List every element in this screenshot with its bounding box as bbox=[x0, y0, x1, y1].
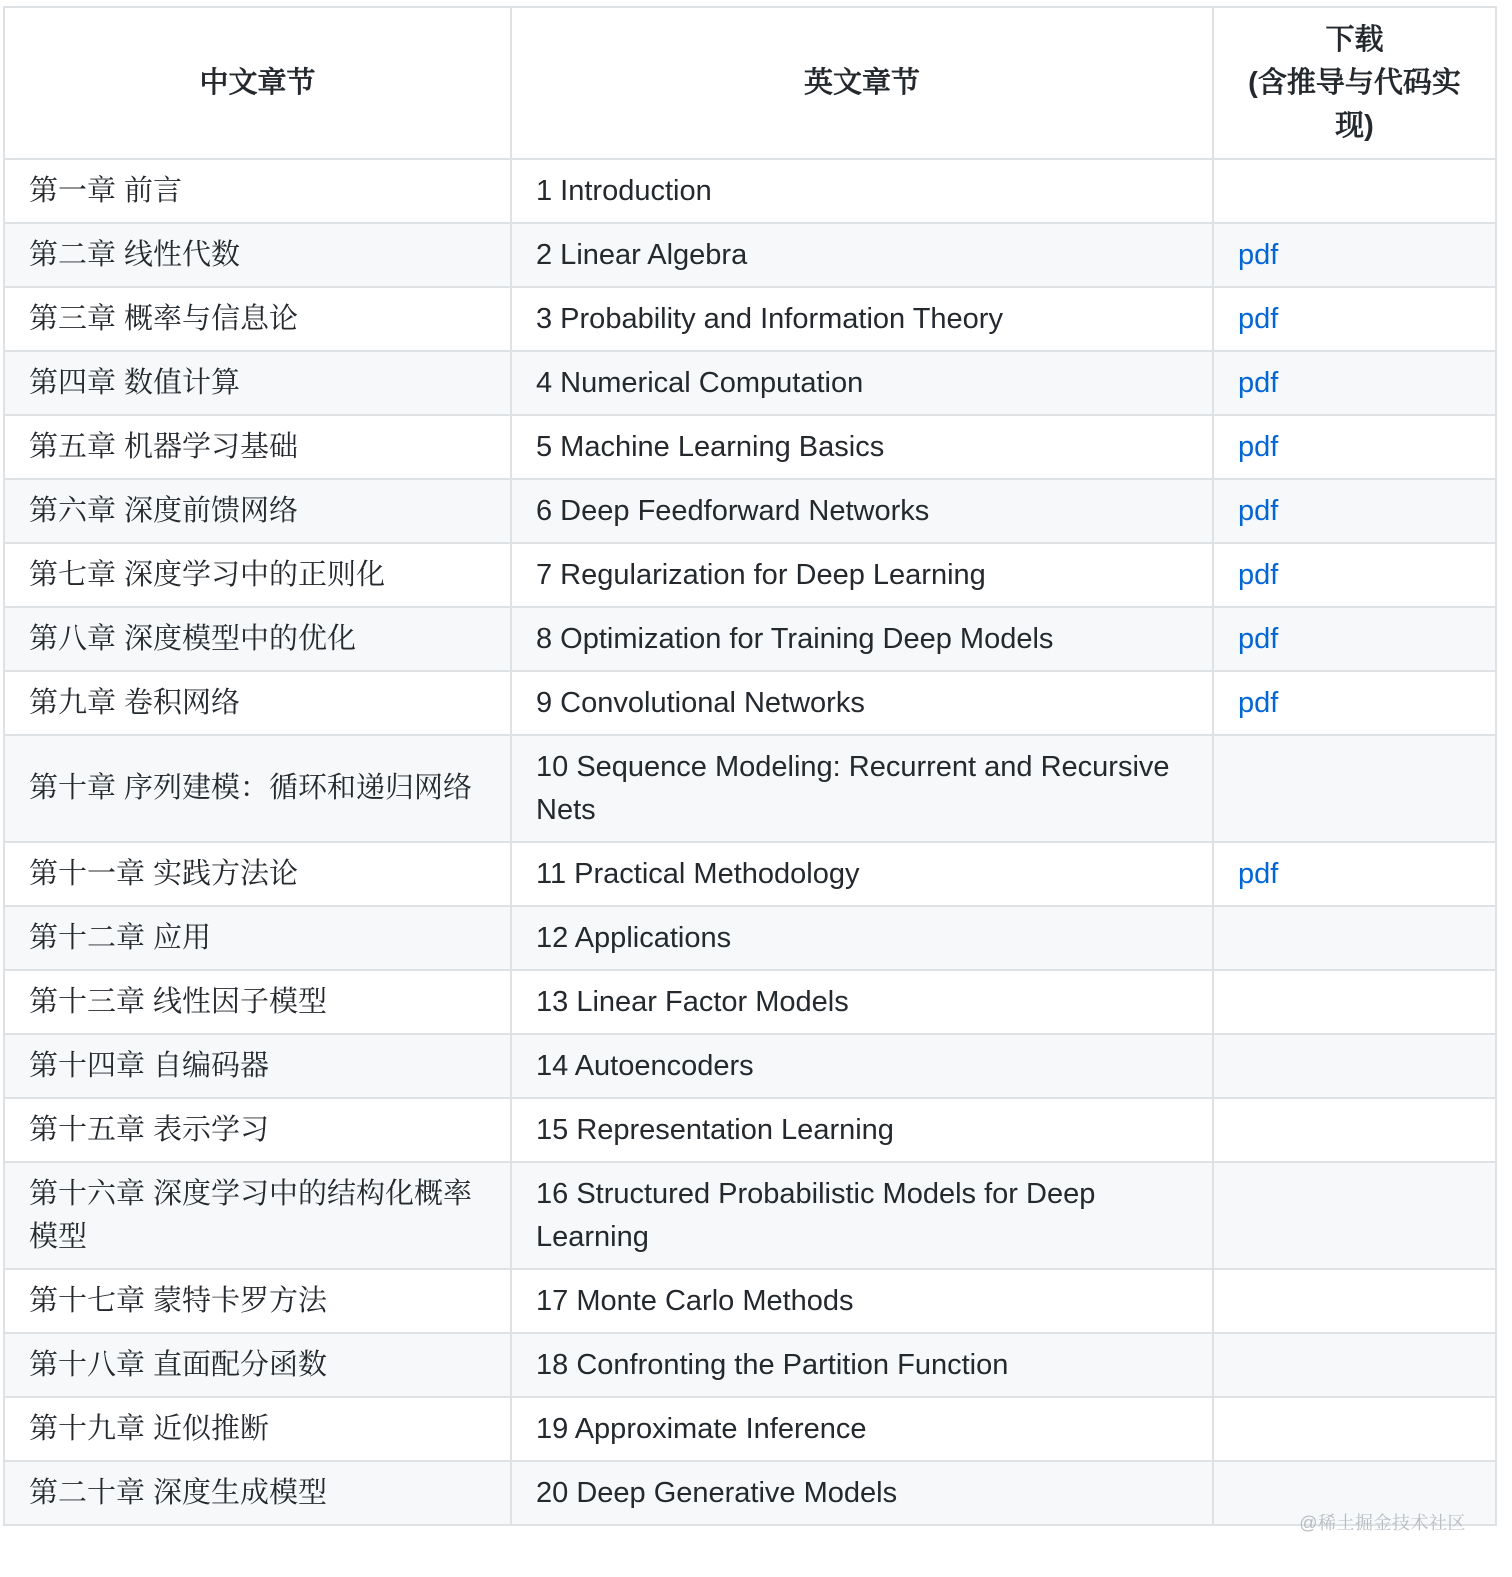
download-cell bbox=[1213, 1269, 1496, 1333]
chinese-chapter-cell: 第五章 机器学习基础 bbox=[4, 415, 511, 479]
english-chapter-cell: 13 Linear Factor Models bbox=[511, 970, 1213, 1034]
header-download: 下载 (含推导与代码实现) bbox=[1213, 7, 1496, 159]
table-row bbox=[4, 671, 1496, 735]
table-row bbox=[4, 1461, 1496, 1525]
pdf-download-link[interactable]: pdf bbox=[1238, 366, 1279, 399]
chinese-chapter-cell: 第二十章 深度生成模型 bbox=[4, 1461, 511, 1525]
table-row bbox=[4, 223, 1496, 287]
download-cell bbox=[1213, 1333, 1496, 1397]
chinese-chapter-cell: 第十八章 直面配分函数 bbox=[4, 1333, 511, 1397]
table-header bbox=[4, 7, 1496, 159]
download-cell bbox=[1213, 970, 1496, 1034]
english-chapter-cell: 18 Confronting the Partition Function bbox=[511, 1333, 1213, 1397]
english-chapter-cell: 15 Representation Learning bbox=[511, 1098, 1213, 1162]
chinese-chapter-cell: 第七章 深度学习中的正则化 bbox=[4, 543, 511, 607]
download-cell bbox=[1213, 1461, 1496, 1525]
table-row bbox=[4, 607, 1496, 671]
table-row bbox=[4, 970, 1496, 1034]
table-row bbox=[4, 1098, 1496, 1162]
chinese-chapter-cell: 第九章 卷积网络 bbox=[4, 671, 511, 735]
english-chapter-cell: 7 Regularization for Deep Learning bbox=[511, 543, 1213, 607]
english-chapter-cell: 14 Autoencoders bbox=[511, 1034, 1213, 1098]
chinese-chapter-cell: 第一章 前言 bbox=[4, 159, 511, 223]
english-chapter-cell: 10 Sequence Modeling: Recurrent and Recursive Nets bbox=[511, 735, 1213, 842]
pdf-download-link[interactable]: pdf bbox=[1238, 558, 1279, 591]
english-chapter-cell: 17 Monte Carlo Methods bbox=[511, 1269, 1213, 1333]
english-chapter-cell: 2 Linear Algebra bbox=[511, 223, 1213, 287]
chinese-chapter-cell: 第十九章 近似推断 bbox=[4, 1397, 511, 1461]
chapter-table-container bbox=[3, 6, 1495, 1526]
chinese-chapter-cell: 第十二章 应用 bbox=[4, 906, 511, 970]
chinese-chapter-cell: 第四章 数值计算 bbox=[4, 351, 511, 415]
english-chapter-cell: 3 Probability and Information Theory bbox=[511, 287, 1213, 351]
table-row bbox=[4, 287, 1496, 351]
table-body bbox=[4, 159, 1496, 1525]
pdf-download-link[interactable]: pdf bbox=[1238, 622, 1279, 655]
chinese-chapter-cell: 第十章 序列建模：循环和递归网络 bbox=[4, 735, 511, 842]
english-chapter-cell: 12 Applications bbox=[511, 906, 1213, 970]
download-cell bbox=[1213, 543, 1496, 607]
pdf-download-link[interactable]: pdf bbox=[1238, 686, 1279, 719]
download-cell bbox=[1213, 842, 1496, 906]
chinese-chapter-cell: 第十六章 深度学习中的结构化概率模型 bbox=[4, 1162, 511, 1269]
pdf-download-link[interactable]: pdf bbox=[1238, 857, 1279, 890]
table-row bbox=[4, 1162, 1496, 1269]
table-row bbox=[4, 415, 1496, 479]
download-cell bbox=[1213, 906, 1496, 970]
table-row bbox=[4, 906, 1496, 970]
table-row bbox=[4, 159, 1496, 223]
table-row bbox=[4, 842, 1496, 906]
pdf-download-link[interactable]: pdf bbox=[1238, 238, 1279, 271]
table-row bbox=[4, 1034, 1496, 1098]
chinese-chapter-cell: 第十五章 表示学习 bbox=[4, 1098, 511, 1162]
download-cell bbox=[1213, 479, 1496, 543]
table-row bbox=[4, 735, 1496, 842]
download-cell bbox=[1213, 607, 1496, 671]
header-english-chapter: 英文章节 bbox=[511, 7, 1213, 159]
english-chapter-cell: 6 Deep Feedforward Networks bbox=[511, 479, 1213, 543]
table-row bbox=[4, 1269, 1496, 1333]
download-cell bbox=[1213, 735, 1496, 842]
table-row bbox=[4, 1397, 1496, 1461]
chinese-chapter-cell: 第十七章 蒙特卡罗方法 bbox=[4, 1269, 511, 1333]
english-chapter-cell: 11 Practical Methodology bbox=[511, 842, 1213, 906]
chinese-chapter-cell: 第六章 深度前馈网络 bbox=[4, 479, 511, 543]
header-row bbox=[4, 7, 1496, 159]
chinese-chapter-cell: 第八章 深度模型中的优化 bbox=[4, 607, 511, 671]
chinese-chapter-cell: 第二章 线性代数 bbox=[4, 223, 511, 287]
chinese-chapter-cell: 第十四章 自编码器 bbox=[4, 1034, 511, 1098]
chinese-chapter-cell: 第十三章 线性因子模型 bbox=[4, 970, 511, 1034]
download-cell bbox=[1213, 1098, 1496, 1162]
table-row bbox=[4, 543, 1496, 607]
download-cell bbox=[1213, 1034, 1496, 1098]
pdf-download-link[interactable]: pdf bbox=[1238, 302, 1279, 335]
chinese-chapter-cell: 第十一章 实践方法论 bbox=[4, 842, 511, 906]
table-row bbox=[4, 479, 1496, 543]
english-chapter-cell: 9 Convolutional Networks bbox=[511, 671, 1213, 735]
pdf-download-link[interactable]: pdf bbox=[1238, 494, 1279, 527]
header-chinese-chapter: 中文章节 bbox=[4, 7, 511, 159]
english-chapter-cell: 20 Deep Generative Models bbox=[511, 1461, 1213, 1525]
table-row bbox=[4, 351, 1496, 415]
english-chapter-cell: 1 Introduction bbox=[511, 159, 1213, 223]
chapter-table bbox=[3, 6, 1497, 1526]
chinese-chapter-cell: 第三章 概率与信息论 bbox=[4, 287, 511, 351]
download-cell bbox=[1213, 159, 1496, 223]
watermark: @稀土掘金技术社区 bbox=[1299, 1513, 1466, 1533]
download-cell bbox=[1213, 671, 1496, 735]
download-cell bbox=[1213, 287, 1496, 351]
download-cell bbox=[1213, 1162, 1496, 1269]
english-chapter-cell: 16 Structured Probabilistic Models for Deep Learning bbox=[511, 1162, 1213, 1269]
download-cell bbox=[1213, 415, 1496, 479]
english-chapter-cell: 5 Machine Learning Basics bbox=[511, 415, 1213, 479]
english-chapter-cell: 4 Numerical Computation bbox=[511, 351, 1213, 415]
download-cell bbox=[1213, 351, 1496, 415]
english-chapter-cell: 8 Optimization for Training Deep Models bbox=[511, 607, 1213, 671]
pdf-download-link[interactable]: pdf bbox=[1238, 430, 1279, 463]
download-cell bbox=[1213, 1397, 1496, 1461]
english-chapter-cell: 19 Approximate Inference bbox=[511, 1397, 1213, 1461]
table-row bbox=[4, 1333, 1496, 1397]
download-cell bbox=[1213, 223, 1496, 287]
